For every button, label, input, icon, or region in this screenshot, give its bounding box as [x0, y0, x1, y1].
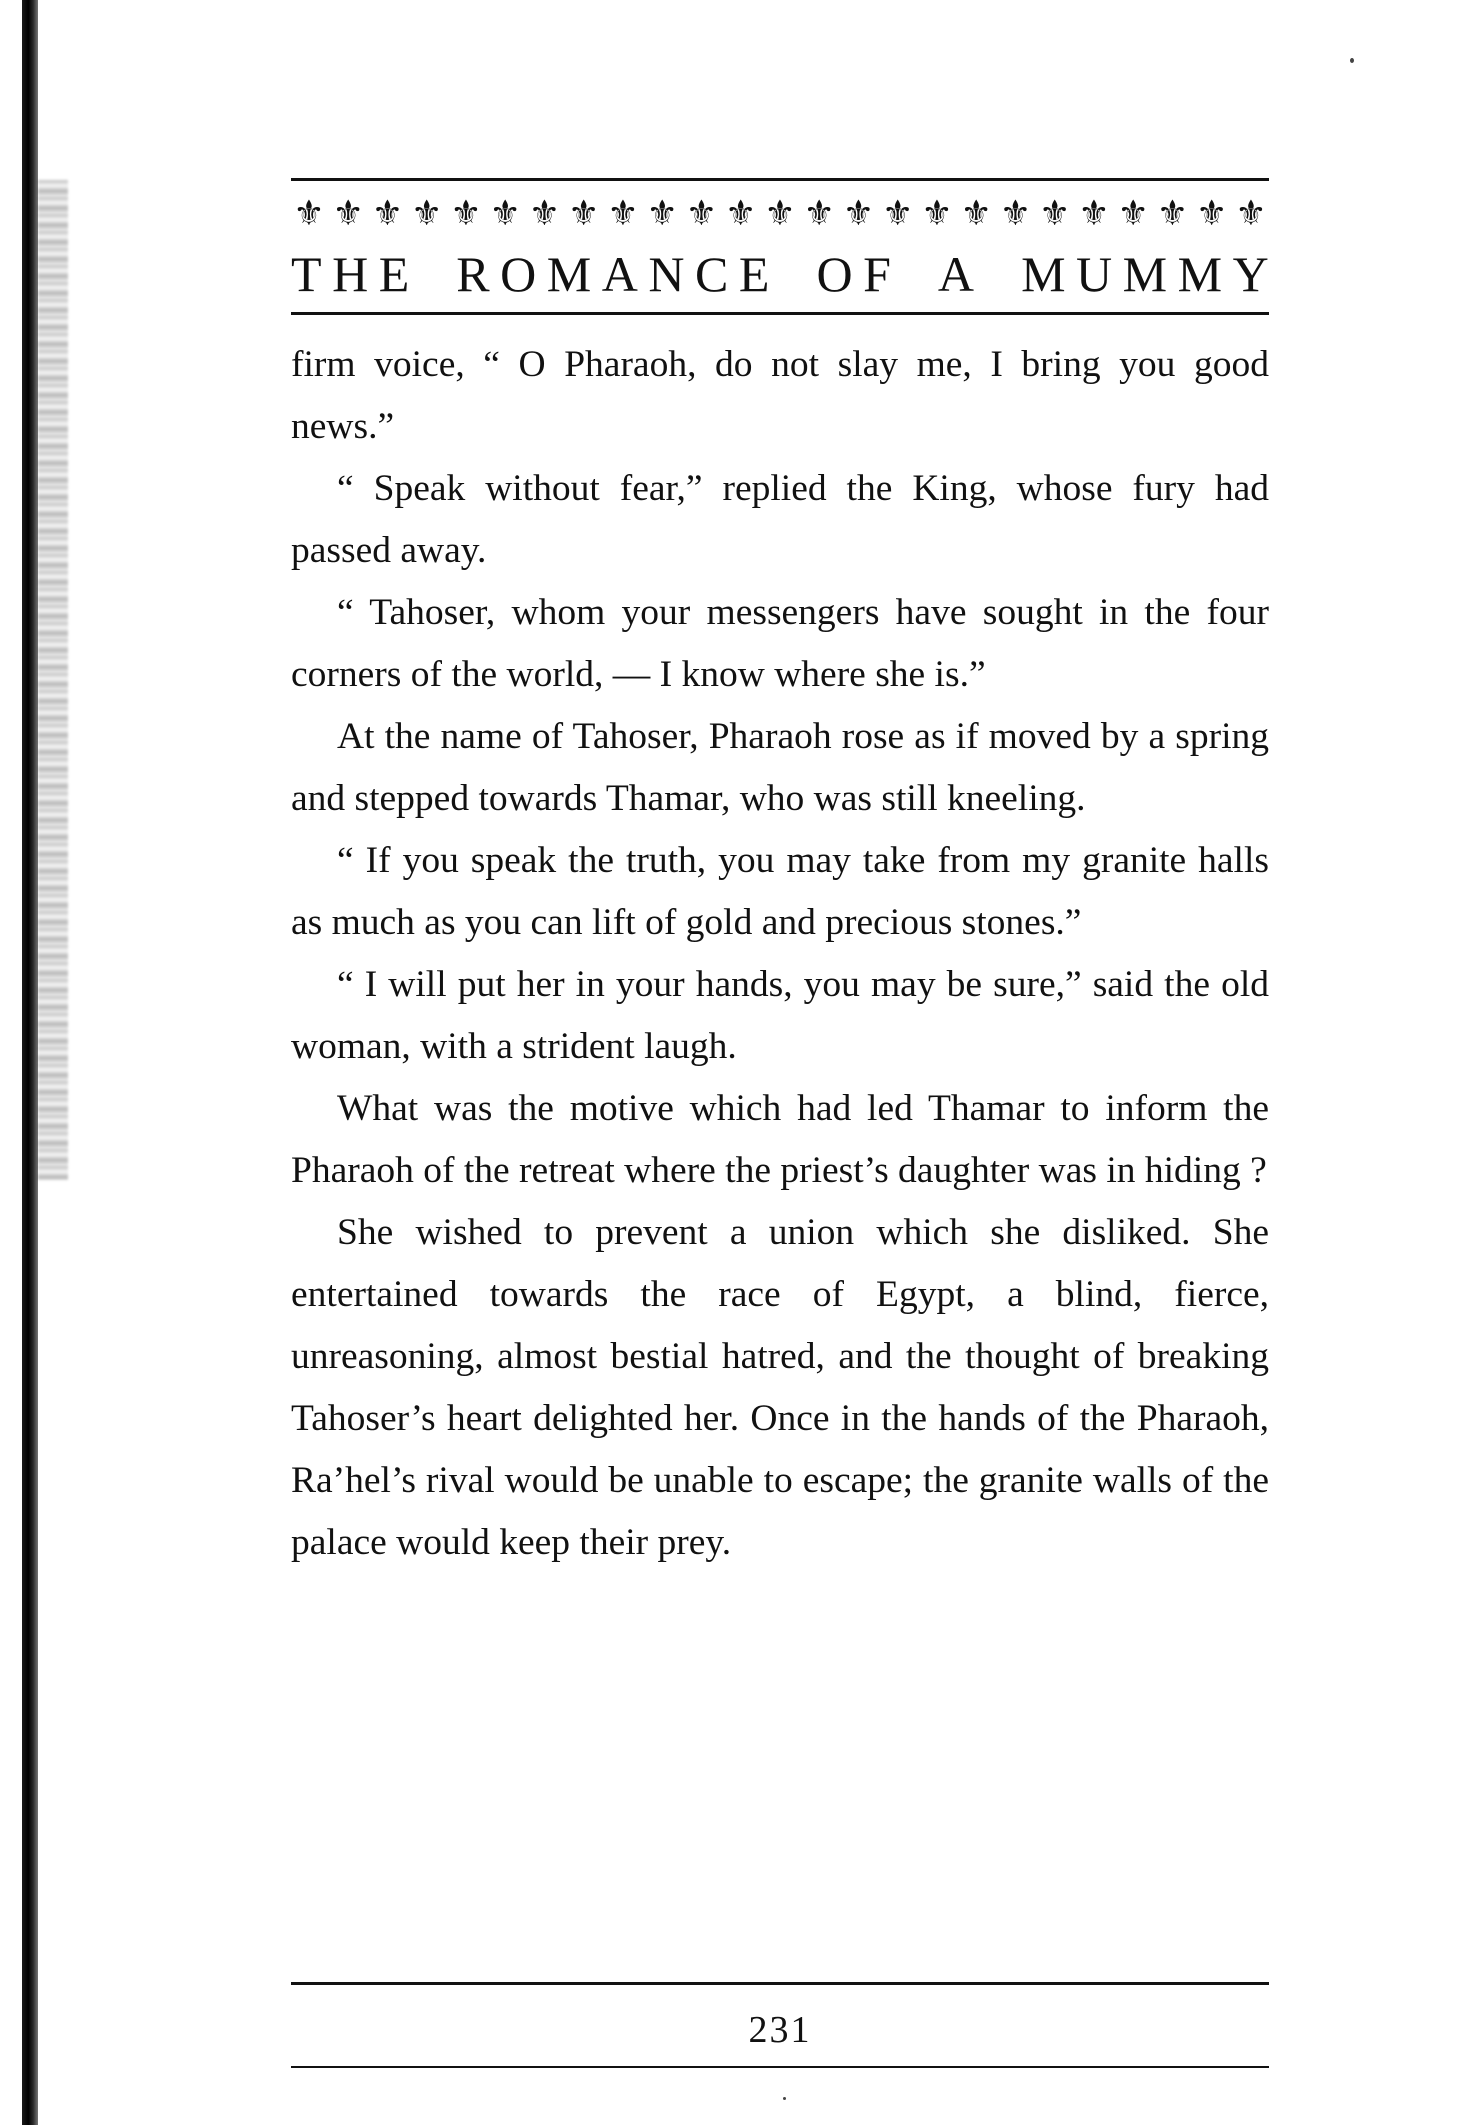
paragraph: “ If you speak the truth, you may take from my granite halls as much as you can lift of gold and precious stones.”: [291, 840, 1269, 943]
paragraph: What was the motive which had led Thamar to inform the Pharaoh of the retreat where the priest’s daughter was in hiding ?: [291, 1088, 1269, 1191]
running-head-letter: N: [648, 246, 685, 302]
fleur-de-lis-icon: ⚜: [411, 194, 443, 234]
running-head-letter: T: [291, 246, 322, 302]
fleur-de-lis-icon: ⚜: [842, 194, 875, 234]
header-top-rule: [291, 178, 1269, 181]
running-head-space: [901, 246, 927, 302]
paragraph: She wished to prevent a union which she disliked. She entertained towards the race of Egypt, a blind, fierce, unreasoning, almost bestial hatred, and the thought of breaking Tahoser’s heart delighted her. Once in the hands of the Pharaoh, Ra’hel’s rival would be unable to escape; the granite walls of the palace would keep their prey.: [291, 1212, 1269, 1563]
running-head-space: [420, 246, 446, 302]
running-head-letter: M: [546, 246, 592, 302]
fleur-de-lis-icon: ⚜: [607, 194, 639, 234]
running-head-space: [985, 246, 1011, 302]
running-head-letter: M: [1177, 246, 1223, 302]
fleur-de-lis-icon: ⚜: [921, 194, 953, 234]
running-head-letter: E: [378, 246, 410, 302]
running-head-letter: R: [456, 246, 490, 302]
fleur-de-lis-icon: ⚜: [960, 194, 992, 234]
fleur-de-lis-icon: ⚜: [685, 194, 718, 234]
body-text: [291, 334, 1269, 1574]
binding-shadow: [38, 180, 68, 1180]
paragraph: “ Speak without fear,” replied the King, whose fury had passed away.: [291, 468, 1269, 571]
fleur-de-lis-icon: ⚜: [332, 194, 364, 234]
running-head-letter: O: [816, 246, 853, 302]
footer-top-rule: [291, 1982, 1269, 1985]
running-head-letter: F: [863, 246, 891, 302]
fleur-de-lis-icon: ⚜: [528, 194, 561, 234]
running-head-letter: M: [1021, 246, 1066, 302]
paragraph: “ I will put her in your hands, you may be sure,” said the old woman, with a strident laugh.: [291, 964, 1269, 1067]
fleur-de-lis-icon: ⚜: [1235, 194, 1267, 234]
running-head-space: [780, 246, 806, 302]
fleur-de-lis-icon: ⚜: [646, 194, 678, 234]
fleur-de-lis-icon: ⚜: [882, 194, 914, 234]
scan-speck: [783, 2097, 786, 2100]
fleur-de-lis-icon: ⚜: [1039, 194, 1071, 234]
fleur-de-lis-icon: ⚜: [999, 194, 1032, 234]
running-head-letter: C: [695, 246, 729, 302]
paragraph: firm voice, “ O Pharaoh, do not slay me, I bring you good news.”: [291, 344, 1269, 447]
paragraph: At the name of Tahoser, Pharaoh rose as if moved by a spring and stepped towards Thamar, who was still kneeling.: [291, 716, 1269, 819]
fleur-de-lis-icon: ⚜: [568, 194, 600, 234]
running-head-letter: U: [1076, 246, 1113, 302]
fleur-de-lis-icon: ⚜: [371, 194, 404, 234]
fleur-de-lis-icon: ⚜: [764, 194, 796, 234]
fleur-de-lis-icon: ⚜: [803, 194, 835, 234]
running-head-letter: A: [937, 246, 975, 302]
running-head-title: [291, 246, 1269, 302]
running-head-letter: Y: [1232, 246, 1269, 302]
scan-speck: [1350, 58, 1354, 63]
fleur-de-lis-icon: ⚜: [1117, 194, 1149, 234]
page-number: 231: [748, 2009, 812, 2051]
fleur-de-lis-icon: ⚜: [450, 194, 482, 234]
fleur-de-lis-icon: ⚜: [489, 194, 521, 234]
book-binding-edge: [22, 0, 38, 2125]
footer-bottom-rule: [291, 2066, 1269, 2068]
running-head-letter: H: [332, 246, 369, 302]
running-head-letter: E: [738, 246, 770, 302]
fleur-de-lis-icon: ⚜: [293, 194, 325, 234]
fleur-de-lis-icon: ⚜: [1156, 194, 1189, 234]
fleur-de-lis-icon: ⚜: [1196, 194, 1228, 234]
running-head-letter: A: [601, 246, 638, 302]
fleur-de-lis-icon: ⚜: [725, 194, 757, 234]
paragraph: “ Tahoser, whom your messengers have sought in the four corners of the world, — I know where she is.”: [291, 592, 1269, 695]
header-bottom-rule: [291, 312, 1269, 315]
running-head-letter: O: [500, 246, 537, 302]
running-head-letter: M: [1122, 246, 1168, 302]
fleur-de-lis-icon: ⚜: [1078, 194, 1110, 234]
fleur-de-lis-ornament-row: [291, 190, 1269, 238]
